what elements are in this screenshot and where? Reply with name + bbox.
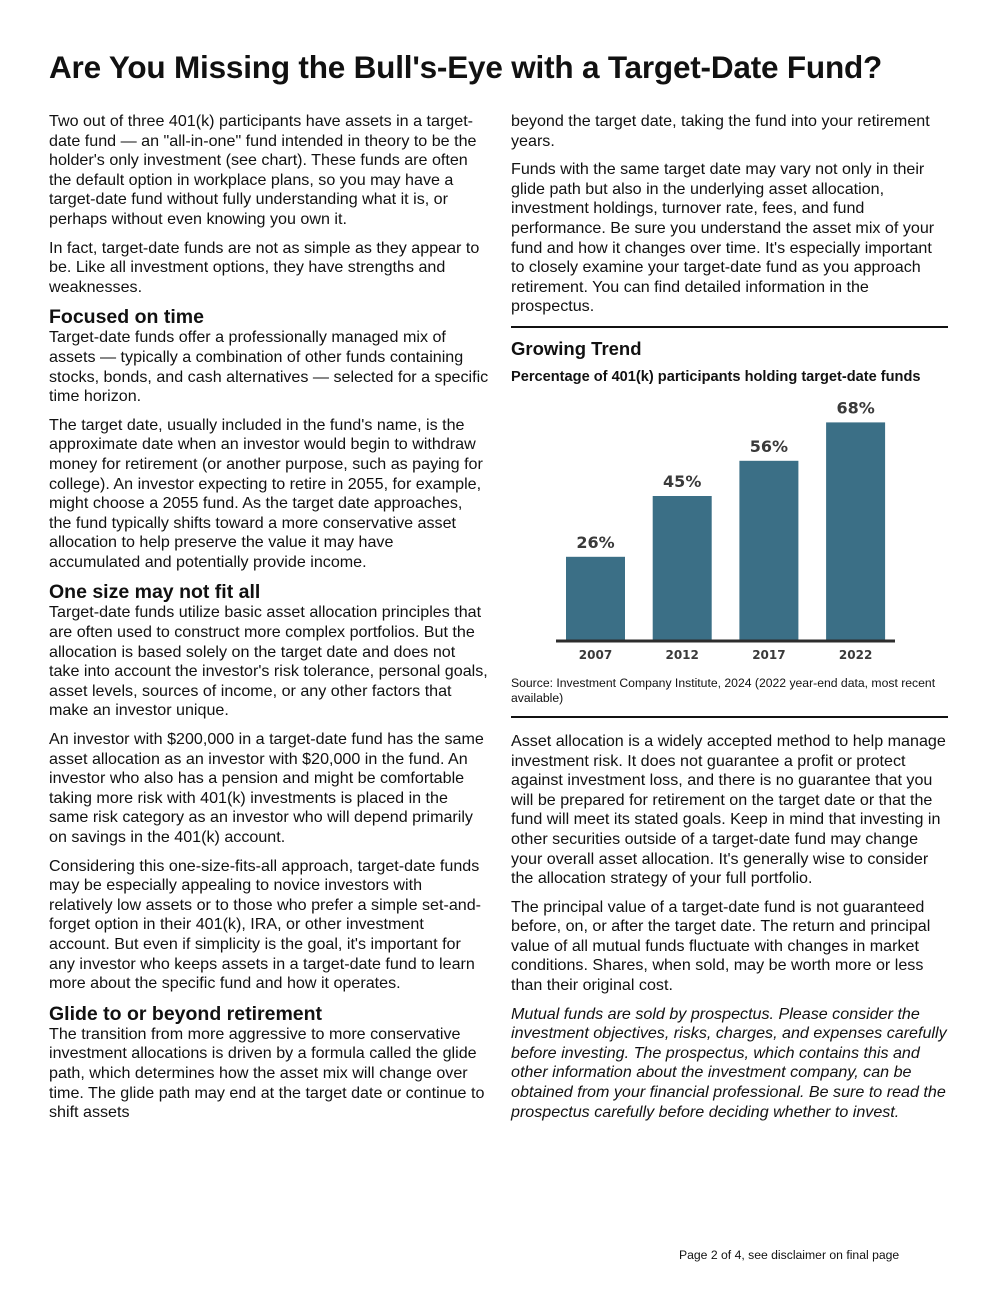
- x-tick-label: 2017: [752, 647, 786, 662]
- body-paragraph: The principal value of a target-date fund is not guaranteed before, on, or after the target date. The return and principal value of all mutual funds fluctuate with changes in market conditions. Shares, when sold, may be worth more or less than their original cost.: [511, 897, 931, 995]
- divider: [511, 326, 948, 328]
- section-paragraph: Target-date funds offer a professionally managed mix of assets — typically a combination of other funds containing stocks, bonds, and cash alternatives — selected for a specific time horizon.: [49, 328, 489, 406]
- bar-chart: [511, 390, 948, 670]
- section-heading: One size may not fit all: [49, 581, 261, 604]
- chart-sidebar: [511, 326, 948, 718]
- page-title: Are You Missing the Bull's-Eye with a Target-Date Fund?: [49, 49, 883, 85]
- chart-title: Growing Trend: [511, 337, 642, 359]
- page-footer: Page 2 of 4, see disclaimer on final page: [679, 1248, 900, 1262]
- intro-paragraph: Two out of three 401(k) participants have assets in a target-date fund — an "all-in-one" fund intended in theory to be the holder's only investment (see chart). These funds are often the default option in workplace plans, so you may have a target-date fund without fully understanding what it is, or perhaps without even knowing you own it.: [49, 112, 477, 228]
- section-paragraph: The target date, usually included in the fund's name, is the approximate date when an investor would begin to withdraw money for retirement (or another purpose, such as paying for college). An investor expecting to retire in 2055, for example, might choose a 2055 fund. As the target date approaches, the fund typically shifts toward a more conservative asset allocation to help preserve the value it may have accumulated and potentially provide income.: [49, 415, 483, 571]
- bar-2012: [653, 496, 712, 640]
- bar-2017: [739, 461, 798, 640]
- section-paragraph: The transition from more aggressive to more conservative investment allocations is driven by a formula called the glide path, which determines how the asset mix will change over time. The glide path may end at the target date or continue to shift assets: [49, 1024, 485, 1122]
- bar-value-label: 45%: [663, 471, 702, 491]
- left-column: [49, 112, 489, 1132]
- intro-paragraph: In fact, target-date funds are not as simple as they appear to be. Like all investment options, they have strengths and weaknesses.: [49, 238, 480, 296]
- section-paragraph: Target-date funds utilize basic asset allocation principles that are often used to construct more complex portfolios. But the allocation is based solely on the target date and does not take into account the investor's risk tolerance, personal goals, asset levels, sources of income, or any other factors that make an investor unique.: [49, 603, 488, 720]
- body-paragraph: Funds with the same target date may vary not only in their glide path but also in the underlying asset allocation, investment holdings, turnover rate, fees, and fund performance. Be sure you understand the asset mix of your fund and how it changes over time. It's especially important to closely examine your target-date fund as you approach retirement. You can find detailed information in the prospectus.: [511, 160, 935, 316]
- body-paragraph: beyond the target date, taking the fund into your retirement years.: [511, 112, 930, 150]
- x-tick-label: 2007: [578, 647, 613, 662]
- chart-source: Source: Investment Company Institute, 2024 (2022 year-end data, most recent available): [511, 675, 936, 705]
- bar-value-label: 26%: [576, 532, 615, 552]
- chart-subtitle: Percentage of 401(k) participants holding target-date funds: [511, 368, 921, 385]
- bar-value-label: 68%: [836, 398, 875, 418]
- section-paragraph: An investor with $200,000 in a target-date fund has the same asset allocation as an investor with $20,000 in the fund. An investor who also has a pension and might be comfortable taking more risk with 401(k) investments is placed in the same risk category as an investor who will depend primarily on savings in the 401(k) account.: [49, 730, 484, 846]
- bar-2022: [826, 422, 885, 640]
- prospectus-disclaimer: Mutual funds are sold by prospectus. Please consider the investment objectives, risks, charges, and expenses carefully before investing. The prospectus, which contains this and other information about the investment company, can be obtained from your financial professional. Be sure to read the prospectus carefully before deciding whether to invest.: [511, 1004, 947, 1121]
- x-tick-label: 2022: [838, 647, 873, 662]
- bar-value-label: 56%: [749, 436, 789, 456]
- section-paragraph: Considering this one-size-fits-all approach, target-date funds may be especially appealing to novice investors with relatively low assets or to those who prefer a simple set-and-forget option in their 401(k), IRA, or other investment account. But even if simplicity is the goal, it's important for any investor who keeps assets in a target-date fund to learn more about the specific fund and how it operates.: [49, 856, 482, 993]
- x-tick-label: 2012: [665, 647, 699, 662]
- bar-2007: [566, 557, 625, 640]
- body-paragraph: Asset allocation is a widely accepted method to help manage investment risk. It does not guarantee a profit or protect against investment loss, and there is no guarantee that you will be prepared for retirement on the target date or that the fund will meet its stated goals. Keep in mind that investing in other securities outside of a target-date fund may change your overall asset allocation. It's generally wise to consider the allocation strategy of your full portfolio.: [511, 731, 946, 888]
- section-heading: Focused on time: [49, 306, 204, 329]
- right-column: [511, 112, 948, 1131]
- section-heading: Glide to or beyond retirement: [49, 1002, 323, 1025]
